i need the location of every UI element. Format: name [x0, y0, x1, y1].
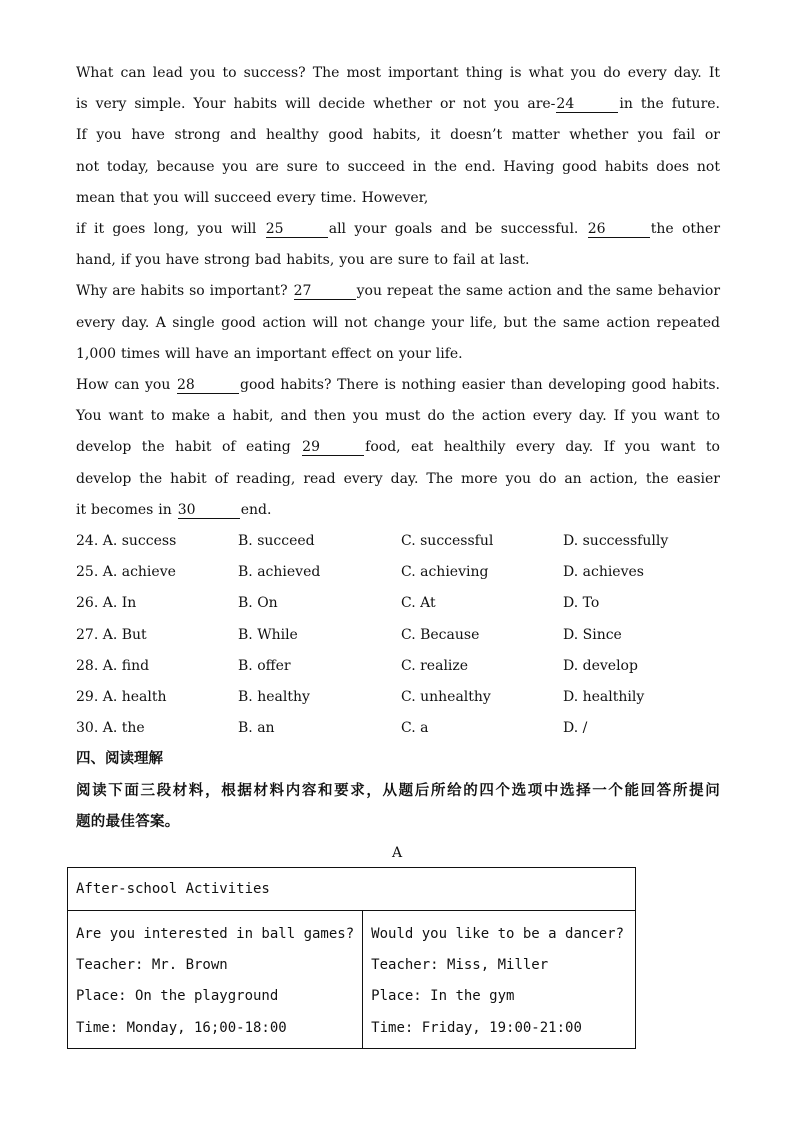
passage-line: Why are habits so important? 27 you repeat the same action and the same behavior	[76, 283, 721, 300]
passage-line: if it goes long, you will 25 all your goals and be successful. 26 the other	[76, 221, 721, 238]
passage-line: hand, if you have strong bad habits, you are sure to fail at last.	[76, 252, 530, 269]
passage-line: How can you 28 good habits? There is nothing easier than developing good habits.	[76, 377, 720, 394]
part-label: A	[391, 845, 403, 861]
blank-30: 30	[178, 502, 240, 519]
option-b: B. healthy	[238, 688, 310, 705]
option-b: B. offer	[238, 657, 291, 674]
option-c: C. a	[401, 720, 429, 737]
passage-line: develop the habit of eating 29 food, eat healthily every day. If you want to	[76, 439, 720, 456]
question-row-30: 30. A. the B. an C. a D. /	[76, 713, 720, 744]
passage-line: develop the habit of reading, read every day. The more you do an action, the easier	[76, 470, 720, 487]
option-d: D. successfully	[563, 533, 669, 550]
blank-29: 29	[302, 439, 364, 456]
option-c: C. realize	[401, 657, 469, 674]
blank-26: 26	[588, 221, 650, 238]
activities-table	[67, 867, 636, 1049]
question-row-26: 26. A. In B. On C. At D. To	[76, 588, 720, 619]
option-c: C. achieving	[401, 564, 489, 581]
passage-line: If you have strong and healthy good habits, it doesn’t matter whether you fail or	[76, 127, 720, 144]
passage-line: mean that you will succeed every time. However,	[76, 189, 429, 206]
dance-cell	[363, 911, 636, 1049]
section-instruction: 阅读下面三段材料，根据材料内容和要求，从题后所给的四个选项中选择一个能回答所提问	[76, 782, 720, 799]
option-c: C. At	[401, 595, 436, 612]
question-row-27: 27. A. But B. While C. Because D. Since	[76, 620, 720, 651]
option-c: C. unhealthy	[401, 688, 491, 705]
question-row-28: 28. A. find B. offer C. realize D. develop	[76, 651, 720, 682]
blank-28: 28	[177, 377, 239, 394]
ball-games-cell	[68, 911, 363, 1049]
option-c: C. Because	[401, 626, 480, 643]
option-a: A. But	[102, 626, 147, 643]
question-row-29: 29. A. health B. healthy C. unhealthy D. healthily	[76, 682, 720, 713]
option-a: A. achieve	[102, 564, 176, 581]
dance-question: Would you like to be a dancer?	[371, 926, 625, 942]
passage-line: every day. A single good action will not change your life, but the same action repeated	[76, 314, 720, 331]
passage-line: 1,000 times will have an important effect on your life.	[76, 345, 463, 362]
option-b: B. succeed	[238, 533, 315, 550]
ball-games-time: Time: Monday, 16;00-18:00	[76, 1019, 287, 1036]
option-d: D. develop	[563, 657, 638, 674]
option-d: D. achieves	[563, 564, 644, 581]
passage-line: You want to make a habit, and then you must do the action every day. If you want to	[76, 408, 720, 425]
blank-24: 24	[556, 96, 618, 113]
option-d: D. healthily	[563, 688, 645, 705]
option-a: A. the	[102, 720, 145, 737]
cloze-passage	[76, 58, 720, 526]
option-b: B. an	[238, 720, 275, 737]
option-d: D. To	[563, 595, 600, 612]
blank-27: 27	[294, 283, 356, 300]
option-d: D. /	[563, 720, 588, 737]
option-a: A. find	[102, 657, 150, 674]
option-b: B. While	[238, 626, 298, 643]
question-row-25: 25. A. achieve B. achieved C. achieving D. achieves	[76, 557, 720, 588]
section-instruction-cont: 题的最佳答案。	[76, 813, 180, 830]
option-a: A. success	[102, 533, 177, 550]
ball-games-teacher: Teacher: Mr. Brown	[76, 957, 228, 974]
dance-teacher: Teacher: Miss, Miller	[371, 957, 549, 974]
exam-page	[76, 58, 720, 838]
ball-games-place: Place: On the playground	[76, 988, 279, 1005]
passage-line: What can lead you to success? The most important thing is what you do every day. It	[76, 65, 720, 81]
passage-line: not today, because you are sure to succeed in the end. Having good habits does not	[76, 158, 720, 175]
question-options	[76, 526, 720, 744]
option-c: C. successful	[401, 533, 494, 550]
blank-25: 25	[266, 221, 328, 238]
section-heading: 四、阅读理解	[76, 751, 163, 768]
option-a: A. In	[102, 595, 137, 612]
passage-line: it becomes in 30 end.	[76, 501, 272, 518]
dance-place: Place: In the gym	[371, 988, 515, 1005]
option-a: A. health	[102, 688, 167, 705]
ball-games-question: Are you interested in ball games?	[76, 926, 355, 942]
question-row-24: 24. A. success B. succeed C. successful D. successfully	[76, 526, 720, 557]
passage-line: is very simple. Your habits will decide whether or not you are-24 in the future.	[76, 96, 720, 113]
dance-time: Time: Friday, 19:00-21:00	[371, 1019, 582, 1036]
option-b: B. On	[238, 595, 278, 612]
option-b: B. achieved	[238, 564, 321, 581]
option-d: D. Since	[563, 626, 622, 643]
table-title: After-school Activities	[68, 868, 636, 911]
